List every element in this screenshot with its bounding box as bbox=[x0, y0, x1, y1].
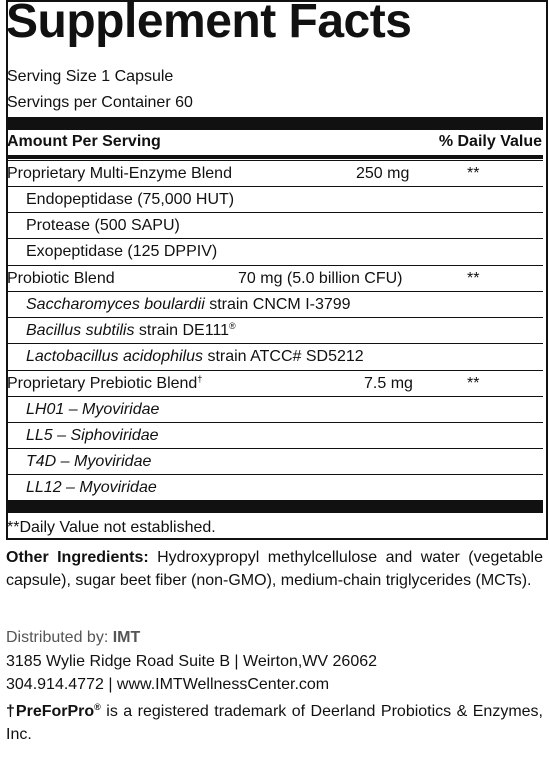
thick-divider-top bbox=[6, 117, 543, 130]
distributor-name: IMT bbox=[112, 629, 141, 646]
distributor-contact: 304.914.4772 | www.IMTWellnessCenter.com bbox=[6, 676, 330, 693]
trademark-statement: †PreForPro® is a registered trademark of Deerland Probiotics & Enzymes, Inc. bbox=[6, 702, 543, 743]
panel-title: Supplement Facts bbox=[6, 0, 412, 48]
table-row: Saccharomyces boulardii strain CNCM I-3799 bbox=[6, 291, 543, 317]
table-row: Bacillus subtilis strain DE111® bbox=[6, 317, 543, 343]
dagger-mark: † bbox=[197, 374, 203, 384]
table-row: LL5 – Siphoviridae bbox=[6, 422, 543, 448]
daily-value-footnote: **Daily Value not established. bbox=[7, 519, 216, 536]
registered-mark: ® bbox=[94, 702, 101, 712]
table-row: Endopeptidase (75,000 HUT) bbox=[6, 186, 543, 212]
table-header bbox=[7, 133, 542, 157]
registered-mark: ® bbox=[229, 321, 236, 331]
header-divider bbox=[6, 155, 543, 159]
table-row: LH01 – Myoviridae bbox=[6, 396, 543, 422]
table-row: Proprietary Multi-Enzyme Blend 250 mg ** bbox=[6, 160, 543, 186]
table-row: LL12 – Myoviridae bbox=[6, 474, 543, 500]
servings-per-container: Servings per Container 60 bbox=[7, 94, 193, 111]
other-ingredients-label: Other Ingredients: bbox=[6, 549, 149, 566]
table-row: Lactobacillus acidophilus strain ATCC# SD5212 bbox=[6, 343, 543, 369]
other-ingredients-text: Hydroxypropyl methylcellulose and water (vegetable capsule), sugar beet fiber (non-GMO), medium-chain triglycerides (MCTs). bbox=[6, 549, 543, 589]
header-daily-value: % Daily Value bbox=[438, 133, 542, 150]
distributor-line: Distributed by: IMT bbox=[6, 629, 141, 646]
dagger-mark: † bbox=[6, 703, 16, 720]
thick-divider-bottom bbox=[6, 500, 543, 513]
other-ingredients bbox=[6, 546, 543, 592]
serving-size: Serving Size 1 Capsule bbox=[7, 68, 174, 85]
distributor-address: 3185 Wylie Ridge Road Suite B | Weirton,WV 26062 bbox=[6, 653, 378, 670]
table-row: Exopeptidase (125 DPPIV) bbox=[6, 238, 543, 264]
table-row: Protease (500 SAPU) bbox=[6, 212, 543, 238]
header-amount-per-serving: Amount Per Serving bbox=[7, 133, 161, 150]
table-row: Probiotic Blend 70 mg (5.0 billion CFU) ** bbox=[6, 265, 543, 291]
table-row: Proprietary Prebiotic Blend† 7.5 mg ** bbox=[6, 370, 543, 396]
brand-name: PreForPro bbox=[15, 703, 95, 720]
table-row: T4D – Myoviridae bbox=[6, 448, 543, 474]
